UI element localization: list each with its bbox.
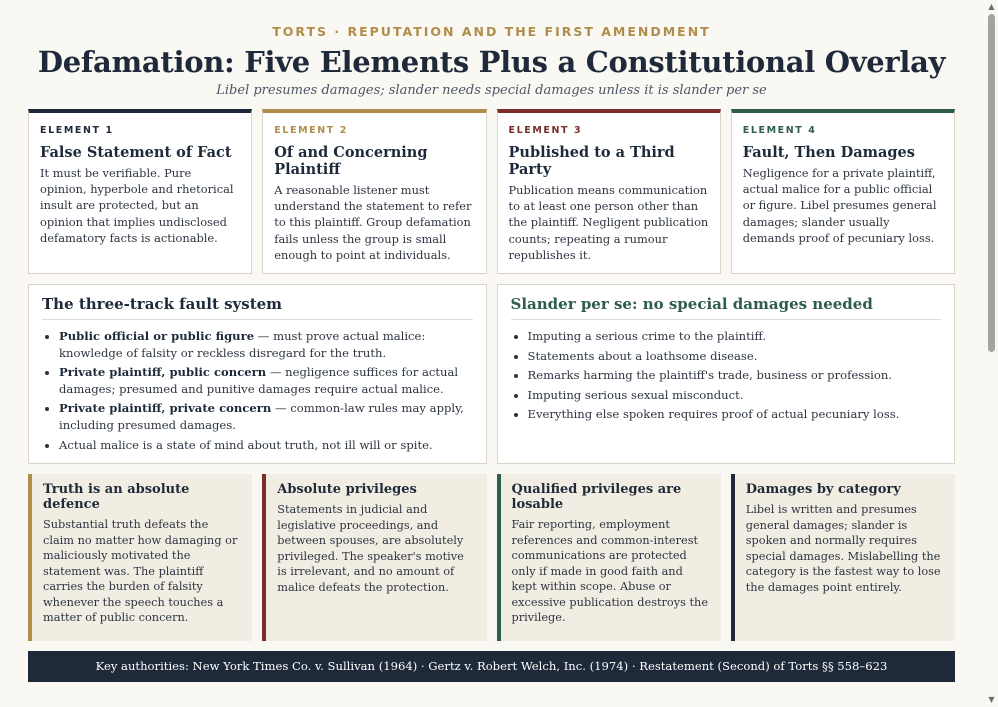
scrollbar-thumb[interactable] [988,14,995,352]
element-card-4 [731,109,955,274]
element-text: Negligence for a private plaintiff, actual malice for a public official or figure. Libel presumes general damages; slander usually demands proof of pecuniary loss. [742,166,937,245]
fault-system-heading: The three-track fault system [42,295,473,320]
note-text: Statements in judicial and legislative proceedings, and between spouses, are absolutely privileged. The speaker's motive is irrelevant, and no amount of malice defeats the protection. [277,503,464,594]
note-title: Damages by category [745,482,901,497]
elements-row [28,109,955,274]
scroll-up-arrow-icon[interactable]: ▲ [988,2,995,11]
list-item: • Everything else spoken requires proof of actual pecuniary loss. [528,406,942,423]
list-item-text: — common-law rules may apply, including presumed damages. [59,401,464,432]
element-title: Fault, Then Damages [742,144,915,161]
element-label: ELEMENT 2 [274,125,348,136]
slander-per-se-heading: Slander per se: no special damages needed [511,295,942,320]
element-title: Of and Concerning Plaintiff [274,144,428,178]
list-item-strong: Private plaintiff, private concern [59,401,272,416]
list-item-text: — negligence suffices for actual damages; presumed and punitive damages require actual malice. [59,365,459,396]
page-content [28,0,955,682]
slander-per-se-panel [497,284,956,464]
element-label: ELEMENT 3 [508,125,583,136]
element-title: False Statement of Fact [40,144,232,161]
list-item-text: — must prove actual malice: knowledge of falsity or reckless disregard for the truth. [59,329,426,360]
fault-system-panel [28,284,487,464]
page-subtitle: Libel presumes damages; slander needs special damages unless it is slander per se [216,83,767,98]
list-item: • Imputing serious sexual misconduct. [528,387,942,404]
element-text: It must be verifiable. Pure opinion, hyperbole and rhetorical insult are protected, but an opinion that implies undisclosed defamatory facts is actionable. [40,166,234,245]
list-item [59,400,473,433]
element-card-1 [28,109,252,274]
fault-system-list [42,328,473,453]
note-qualified-privileges [497,474,721,641]
element-label: ELEMENT 1 [40,125,114,136]
note-title: Qualified privileges are losable [511,482,682,512]
note-text: Fair reporting, employment references and common-interest communications are protected only if made in good faith and kept within scope. Abuse or excessive publication destroys the privilege. [511,518,709,624]
slander-per-se-list [511,328,942,423]
list-item-strong: Private plaintiff, public concern [59,365,267,380]
element-card-3 [497,109,721,274]
note-title: Truth is an absolute defence [43,482,190,512]
note-text: Libel is written and presumes general damages; slander is spoken and normally requires special damages. Mislabelling the category is the fastest way to lose the damages point entirely. [745,503,941,594]
element-text: Publication means communication to at least one person other than the plaintiff. Negligent publication counts; repeating a rumour republishes it. [508,183,709,262]
note-absolute-privileges [262,474,486,641]
note-text: Substantial truth defeats the claim no matter how damaging or maliciously motivated the statement was. The plaintiff carries the burden of falsity whenever the speech touches a matter of public concern. [43,518,238,624]
list-item [59,437,473,454]
note-title: Absolute privileges [277,482,417,497]
page-kicker: TORTS · REPUTATION AND THE FIRST AMENDMENT [272,24,711,39]
element-text: A reasonable listener must understand the statement to refer to this plaintiff. Group defamation fails unless the group is small enough to point at individuals. [274,183,472,262]
list-item: • Remarks harming the plaintiff's trade, business or profession. [528,367,942,384]
detail-row [28,284,955,464]
note-truth-defence [28,474,252,641]
list-item-strong: Public official or public figure [59,329,255,343]
key-authorities-footer: Key authorities: New York Times Co. v. Sullivan (1964) · Gertz v. Robert Welch, Inc. (1974) · Restatement (Second) of Torts §§ 558–623 [28,651,955,682]
list-item-text: Actual malice is a state of mind about truth, not ill will or spite. [59,437,433,452]
list-item [59,328,473,361]
list-item: • Statements about a loathsome disease. [528,348,942,365]
note-damages-by-category [731,474,955,641]
page-title: Defamation: Five Elements Plus a Constitutional Overlay [37,45,946,79]
notes-row [28,474,955,641]
vertical-scrollbar[interactable] [985,0,998,707]
list-item [59,364,473,397]
element-card-2 [262,109,486,274]
list-item: • Imputing a serious crime to the plaintiff. [528,328,942,345]
scroll-down-arrow-icon[interactable]: ▼ [988,695,995,704]
element-label: ELEMENT 4 [742,125,817,136]
element-title: Published to a Third Party [508,144,675,178]
